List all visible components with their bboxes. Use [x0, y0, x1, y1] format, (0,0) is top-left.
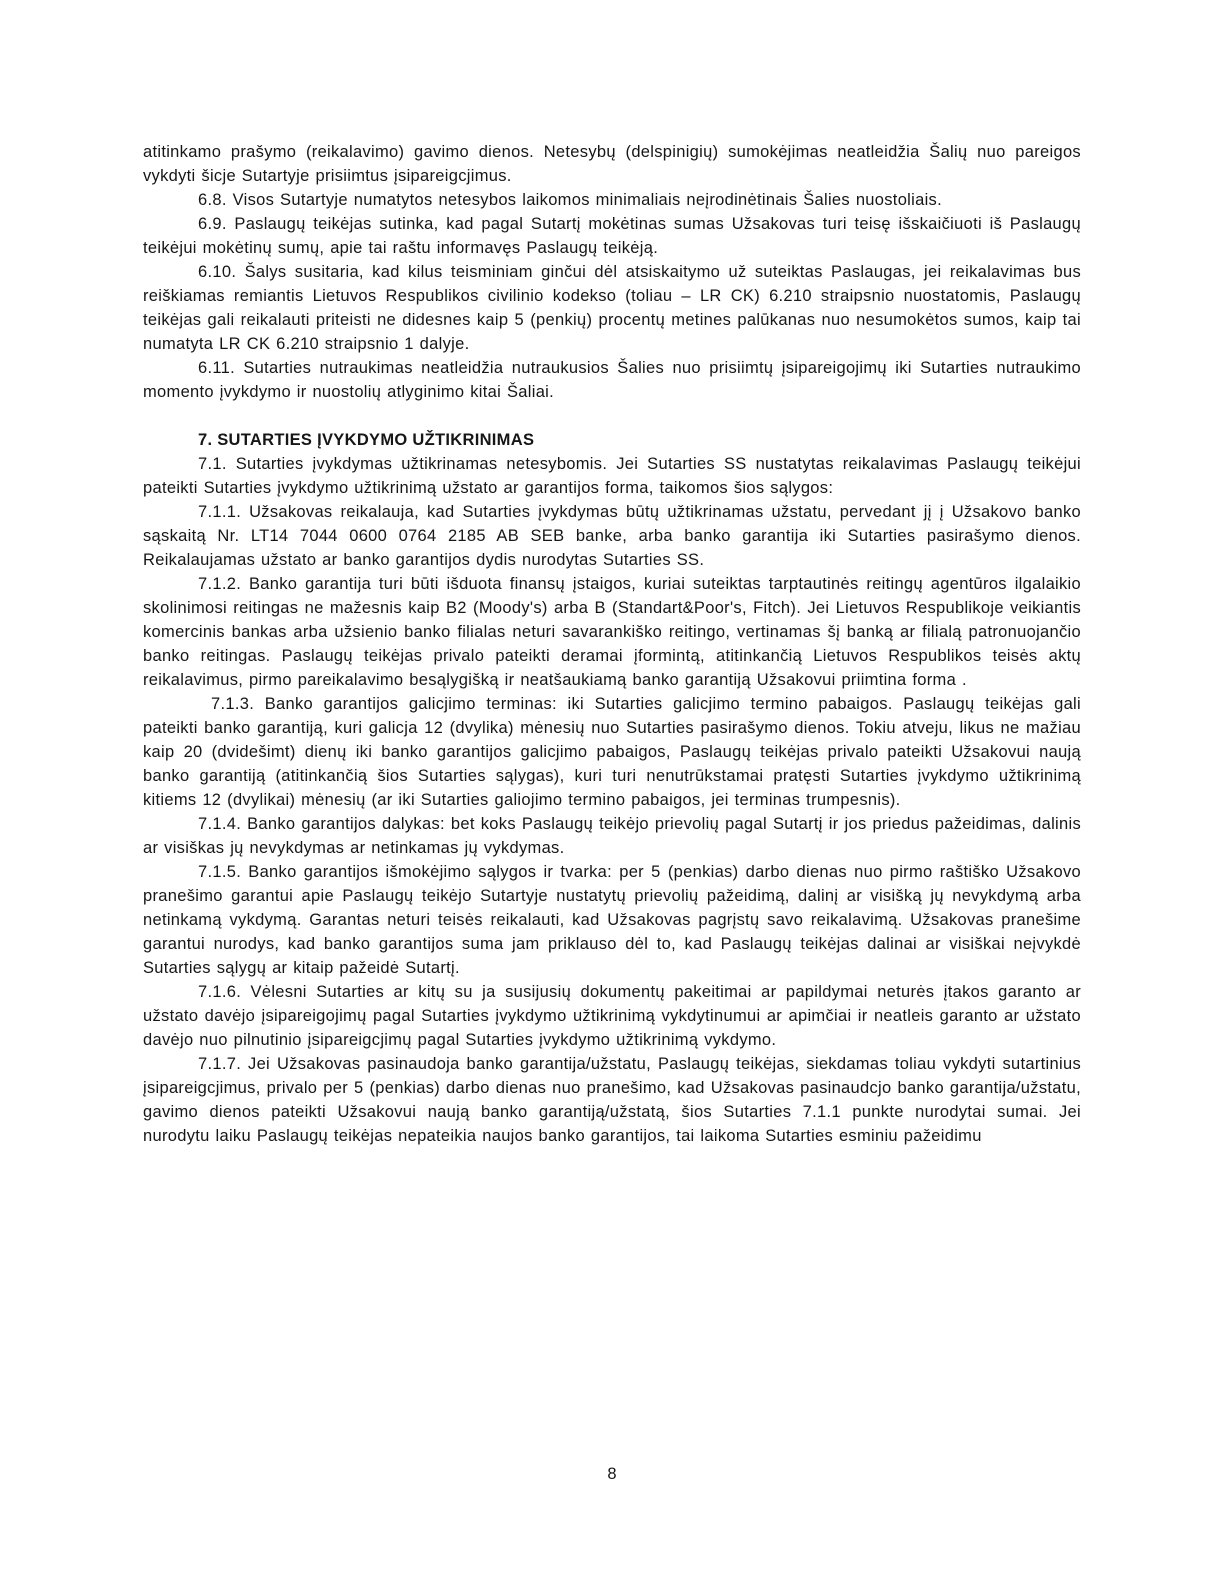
page-number: 8 — [607, 1465, 617, 1483]
section-7-heading: 7. SUTARTIES ĮVYKDYMO UŽTIKRINIMAS — [198, 431, 535, 449]
clause-7-1-4: 7.1.4. Banko garantijos dalykas: bet koks Paslaugų teikėjo prievolių pagal Sutartį ir jos priedus pažeidimas, dalinis ar visiškas jų nevykdymas ar netinkamas jų vykdymas. — [143, 815, 1081, 857]
clause-6-11: 6.11. Sutarties nutraukimas neatleidžia nutraukusios Šalies nuo prisiimtų įsipareigojimų iki Sutarties nutraukimo momento įvykdymo ir nuostolių atlyginimo kitai Šaliai. — [143, 359, 1081, 401]
clause-7-1-6: 7.1.6. Vėlesni Sutarties ar kitų su ja susijusių dokumentų pakeitimai ar papildymai neturės įtakos garanto ar užstato davėjo įsipareigojimų pagal Sutarties įvykdymo užtikrinimą vykdytinumui ar apimčiai ir neatleis garanto ar užstato davėjo nuo pilnutinio įsipareigcjimų pagal Sutarties įvykdymo užtikrinimą vykdymo. — [143, 983, 1081, 1049]
clause-6-10: 6.10. Šalys susitaria, kad kilus teisminiam ginčui dėl atsiskaitymo už suteiktas Paslaugas, jei reikalavimas bus reiškiamas remiantis Lietuvos Respublikos civilinio kodekso (toliau – LR CK) 6.210 straipsnio nuostatomis, Paslaugų teikėjas gali reikalauti priteisti ne didesnes kaip 5 (penkių) procentų metines palūkanas nuo nesumokėtos sumos, kaip tai numatyta LR CK 6.210 straipsnio 1 dalyje. — [143, 263, 1081, 353]
clause-7-1: 7.1. Sutarties įvykdymas užtikrinamas netesybomis. Jei Sutarties SS nustatytas reikalavimas Paslaugų teikėjui pateikti Sutarties įvykdymo užtikrinimą užstato ar garantijos forma, taikomos šios sąlygos: — [143, 455, 1081, 497]
clause-7-1-2: 7.1.2. Banko garantija turi būti išduota finansų įstaigos, kuriai suteiktas tarptautinės reitingų agentūros ilgalaikio skolinimosi reitingas ne mažesnis kaip B2 (Moody's) arba B (Standart&Poor's, Fitch). Jei Lietuvos Respublikoje veikiantis komercinis bankas arba užsienio banko filialas neturi savarankiško reitingo, vertinamas šį banką ar filialą patronuojančio banko reitingas. Paslaugų teikėjas privalo pateikti deramai įformintą, atitinkančią Lietuvos Respublikos teisės aktų reikalavimus, pirmo pareikalavimo besąlygišką ir neatšaukiamą banko garantiją Užsakovui priimtina forma . — [143, 575, 1081, 689]
clause-7-1-5: 7.1.5. Banko garantijos išmokėjimo sąlygos ir tvarka: per 5 (penkias) darbo dienas nuo pirmo raštiško Užsakovo pranešimo garantui apie Paslaugų teikėjo Sutartyje nustatytų prievolių pažeidimą, dalinį ar visišką jų nevykdymą arba netinkamą vykdymą. Garantas neturi teisės reikalauti, kad Užsakovas pagrįstų savo reikalavimą. Užsakovas pranešime garantui nurodys, kad banko garantijos suma jam priklauso dėl to, kad Paslaugų teikėjas dalinai ar visiškai neįvykdė Sutarties sąlygų ar kitaip pažeidė Sutartį. — [143, 863, 1081, 977]
clause-7-1-7: 7.1.7. Jei Užsakovas pasinaudoja banko garantija/užstatu, Paslaugų teikėjas, siekdamas toliau vykdyti sutartinius įsipareigcjimus, privalo per 5 (penkias) darbo dienas nuo pranešimo, kad Užsakovas pasinaudcjo banko garantija/užstatu, gavimo dienos pateikti Užsakovui naują banko garantiją/užstatą, šios Sutarties 7.1.1 punkte nurodytai sumai. Jei nurodytu laiku Paslaugų teikėjas nepateikia naujos banko garantijos, tai laikoma Sutarties esminiu pažeidimu — [143, 1055, 1081, 1145]
clause-7-1-3: 7.1.3. Banko garantijos galicjimo terminas: iki Sutarties galicjimo termino pabaigos. Paslaugų teikėjas gali pateikti banko garantiją, kuri galicja 12 (dvylika) mėnesių nuo Sutarties pasirašymo dienos. Tokiu atveju, likus ne mažiau kaip 20 (dvidešimt) dienų iki banko garantijos galicjimo pabaigos, Paslaugų teikėjas privalo pateikti Užsakovui naują banko garantiją (atitinkančią šios Sutarties sąlygas), kuri turi nenutrūkstamai pratęsti Sutarties įvykdymo užtikrinimą kitiems 12 (dvylikai) mėnesių (ar iki Sutarties galiojimo termino pabaigos, jei terminas trumpesnis). — [143, 695, 1081, 809]
clause-6-8: 6.8. Visos Sutartyje numatytos netesybos laikomos minimaliais neįrodinėtinais Šalies nuostoliais. — [198, 191, 942, 209]
clause-7-1-1: 7.1.1. Užsakovas reikalauja, kad Sutarties įvykdymas būtų užtikrinamas užstatu, pervedant jį į Užsakovo banko sąskaitą Nr. LT14 7044 0600 0764 2185 AB SEB banke, arba banko garantija iki Sutarties pasirašymo dienos. Reikalaujamas užstato ar banko garantijos dydis nurodytas Sutarties SS. — [143, 503, 1081, 569]
document-content — [143, 140, 1081, 1148]
paragraph-continuation: atitinkamo prašymo (reikalavimo) gavimo dienos. Netesybų (delspinigių) sumokėjimas neatleidžia Šalių nuo pareigos vykdyti šicje Sutartyje prisiimtus įsipareigcjimus. — [143, 143, 1081, 185]
clause-6-9: 6.9. Paslaugų teikėjas sutinka, kad pagal Sutartį mokėtinas sumas Užsakovas turi teisę išskaičiuoti iš Paslaugų teikėjui mokėtinų sumų, apie tai raštu informavęs Paslaugų teikėją. — [143, 215, 1081, 257]
